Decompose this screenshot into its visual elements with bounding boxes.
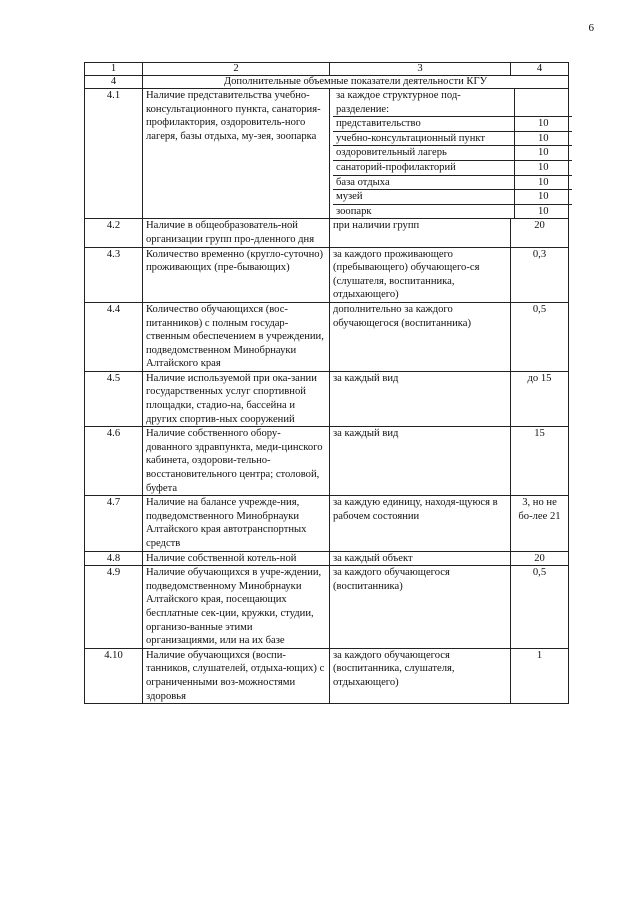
row-value: 1 <box>511 648 569 703</box>
indicators-table <box>84 62 569 704</box>
section-number: 4 <box>85 76 143 89</box>
subdivision-row <box>333 175 572 190</box>
section-row <box>85 76 569 89</box>
subdivision-row <box>333 131 572 146</box>
row-description: Наличие в общеобразователь-ной организации групп про-дленного дня <box>143 219 330 247</box>
row-number: 4.6 <box>85 427 143 496</box>
row-number: 4.8 <box>85 551 143 566</box>
row-value: 15 <box>511 427 569 496</box>
table-row <box>85 648 569 703</box>
column-number: 4 <box>511 63 569 76</box>
table-row <box>85 566 569 649</box>
row-value: 3, но не бо-лее 21 <box>511 496 569 551</box>
row-value: 0,3 <box>511 247 569 302</box>
subdivision-condition: оздоровительный лагерь <box>333 146 514 161</box>
row-number: 4.7 <box>85 496 143 551</box>
column-number: 1 <box>85 63 143 76</box>
table-row <box>85 89 569 219</box>
subdivision-row <box>333 190 572 205</box>
row-condition: при наличии групп <box>330 219 511 247</box>
row-description: Наличие представительства учебно-консультационного пункта, санатория-профилактория, оздоровитель-ного лагеря, базы отдыха, му-зея, зоопарка <box>143 89 330 219</box>
row-condition: за каждого обучающегося (воспитанника, слушателя, отдыхающего) <box>330 648 511 703</box>
row-description: Количество обучающихся (вос-питанников) с полным государ-ственным обеспечением в учреждении, подведомственном Минобрнауки Алтайского края <box>143 302 330 371</box>
subdivision-value: 10 <box>514 204 572 218</box>
row-number: 4.4 <box>85 302 143 371</box>
subdivision-condition: музей <box>333 190 514 205</box>
row-value: до 15 <box>511 371 569 426</box>
subdivision-table <box>333 89 572 218</box>
row-description: Наличие собственной котель-ной <box>143 551 330 566</box>
subdivision-row <box>333 146 572 161</box>
subdivision-value: 10 <box>514 175 572 190</box>
table-row <box>85 371 569 426</box>
section-title: Дополнительные объемные показатели деятельности КГУ <box>143 76 569 89</box>
subdivision-value: 10 <box>514 190 572 205</box>
subdivision-condition: учебно-консультационный пункт <box>333 131 514 146</box>
row-condition: за каждый вид <box>330 427 511 496</box>
row-description: Наличие обучающихся (воспи-танников, слушателей, отдыха-ющих) с ограниченными воз-можностями здоровья <box>143 648 330 703</box>
row-description: Количество временно (кругло-суточно) проживающих (пре-бывающих) <box>143 247 330 302</box>
row-number: 4.3 <box>85 247 143 302</box>
subdivision-value: 10 <box>514 131 572 146</box>
row-value: 0,5 <box>511 302 569 371</box>
table-row <box>85 219 569 247</box>
table-row <box>85 247 569 302</box>
subdivision-cell <box>330 89 569 219</box>
subdivision-condition: представительство <box>333 117 514 132</box>
row-description: Наличие собственного обору-дованного здравпункта, меди-цинского кабинета, оздорови-тельно-восстановительного центра; столовой, буфета <box>143 427 330 496</box>
row-condition: за каждый вид <box>330 371 511 426</box>
column-number-row <box>85 63 569 76</box>
row-value: 0,5 <box>511 566 569 649</box>
row-number: 4.1 <box>85 89 143 219</box>
row-number: 4.5 <box>85 371 143 426</box>
column-number: 3 <box>330 63 511 76</box>
subdivision-condition: за каждое структурное под-разделение: <box>336 90 461 115</box>
row-number: 4.2 <box>85 219 143 247</box>
row-condition: за каждого проживающего (пребывающего) обучающего-ся (слушателя, воспитанника, отдыхающего) <box>330 247 511 302</box>
table-row <box>85 427 569 496</box>
subdivision-condition: база отдыха <box>333 175 514 190</box>
subdivision-value: 10 <box>514 146 572 161</box>
table-row <box>85 551 569 566</box>
row-condition: за каждый объект <box>330 551 511 566</box>
row-condition: за каждого обучающегося (воспитанника) <box>330 566 511 649</box>
subdivision-row <box>333 160 572 175</box>
row-number: 4.10 <box>85 648 143 703</box>
subdivision-condition: зоопарк <box>333 204 514 218</box>
row-description: Наличие на балансе учрежде-ния, подведомственного Минобрнауки Алтайского края автотранспортных средств <box>143 496 330 551</box>
row-number: 4.9 <box>85 566 143 649</box>
table-row <box>85 496 569 551</box>
row-value: 20 <box>511 219 569 247</box>
subdivision-row <box>333 117 572 132</box>
page-number: 6 <box>588 22 594 34</box>
subdivision-condition: санаторий-профилакторий <box>333 160 514 175</box>
subdivision-value <box>514 89 572 117</box>
subdivision-value: 10 <box>514 160 572 175</box>
row-description: Наличие обучающихся в учре-ждении, подведомственному Минобрнауки Алтайского края, посещающих бесплатные сек-ции, кружки, студии, организо-ванные этими организациями, или на их базе <box>143 566 330 649</box>
subdivision-value: 10 <box>514 117 572 132</box>
row-condition: дополнительно за каждого обучающегося (воспитанника) <box>330 302 511 371</box>
column-number: 2 <box>143 63 330 76</box>
row-value: 20 <box>511 551 569 566</box>
table-row <box>85 302 569 371</box>
subdivision-row <box>333 89 572 117</box>
subdivision-row <box>333 204 572 218</box>
row-condition: за каждую единицу, находя-щуюся в рабочем состоянии <box>330 496 511 551</box>
row-description: Наличие используемой при ока-зании государственных услуг спортивной площадки, стадио-на, бассейна и других спортив-ных сооружений <box>143 371 330 426</box>
